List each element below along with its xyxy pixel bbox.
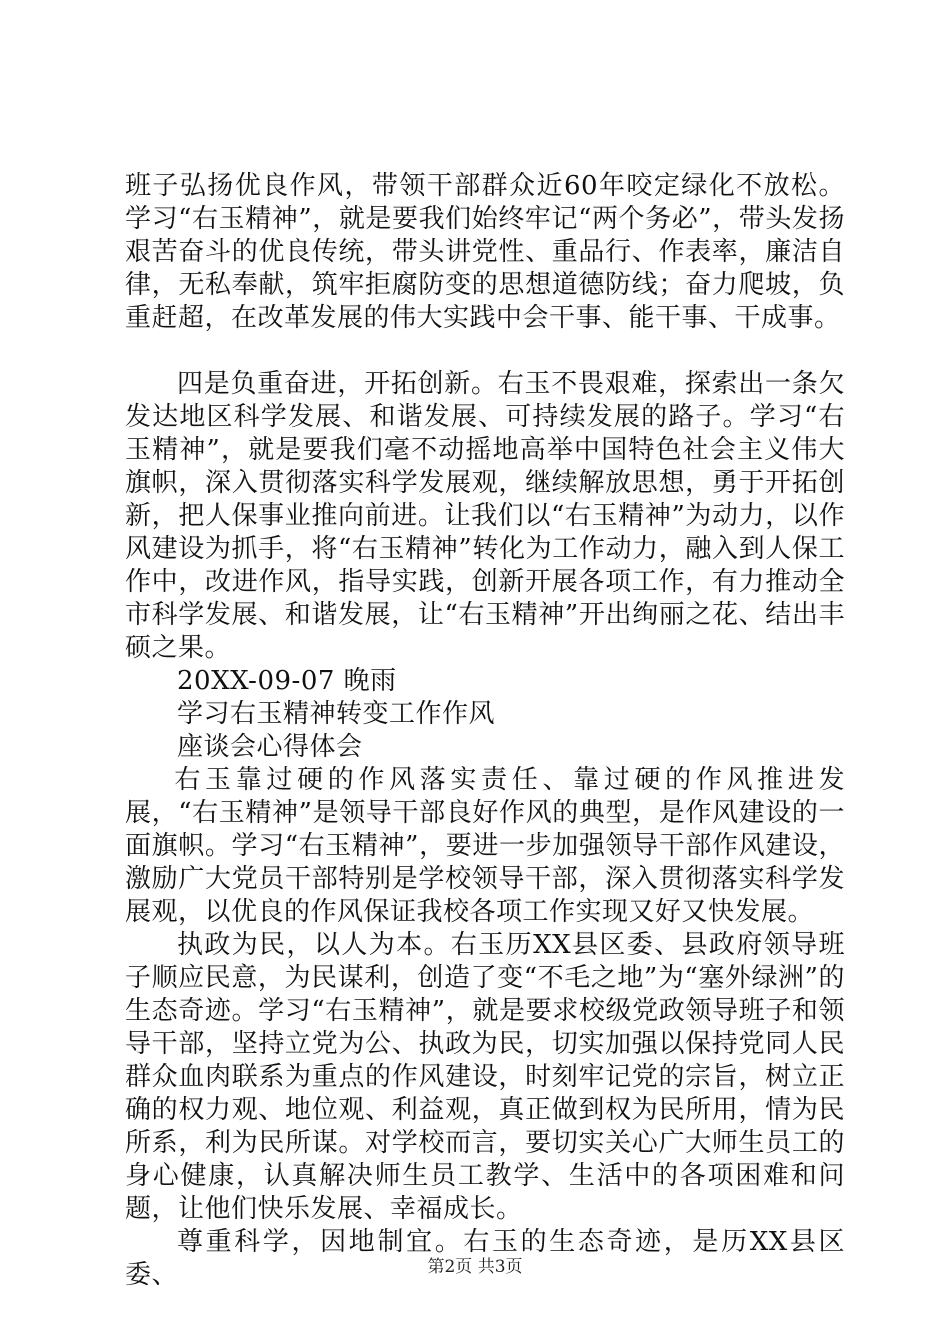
paragraph-continuation: 班子弘扬优良作风，带领干部群众近60年咬定绿化不放松。学习“右玉精神”，就是要我们始终牢记“两个务必”，带头发扬艰苦奋斗的优良传统，带头讲党性、重品行、作表率，廉洁自律，无私奉献，筑牢拒腐防变的思想道德防线；奋力爬坡，负重赶超，在改革发展的伟大实践中会干事、能干事、干成事。	[125, 171, 845, 333]
page-footer: 第2页 共3页	[427, 1257, 523, 1277]
date-line: 20XX-09-07 晚雨	[177, 666, 397, 696]
paragraph-intro: 右玉靠过硬的作风落实责任、靠过硬的作风推进发展，“右玉精神”是领导干部良好作风的典型，是作风建设的一面旗帜。学习“右玉精神”，要进一步加强领导干部作风建设，激励广大党员干部特别是学校领导干部，深入贯彻落实科学发展观，以优良的作风保证我校各项工作实现又好又快发展。	[125, 765, 845, 927]
paragraph-fourth-point: 四是负重奋进，开拓创新。右玉不畏艰难，探索出一条欠发达地区科学发展、和谐发展、可持续发展的路子。学习“右玉精神”，就是要我们毫不动摇地高举中国特色社会主义伟大旗帜，深入贯彻落实科学发展观，继续解放思想，勇于开拓创新，把人保事业推向前进。让我们以“右玉精神”为动力，以作风建设为抓手，将“右玉精神”转化为工作动力，融入到人保工作中，改进作风，指导实践，创新开展各项工作，有力推动全市科学发展、和谐发展，让“右玉精神”开出绚丽之花、结出丰硕之果。	[125, 369, 845, 663]
paragraph-governance: 执政为民，以人为本。右玉历XX县区委、县政府领导班子顺应民意，为民谋利，创造了变“不毛之地”为“塞外绿洲”的生态奇迹。学习“右玉精神”，就是要求校级党政领导班子和领导干部，坚持立党为公、执政为民，切实加强以保持党同人民群众血肉联系为重点的作风建设，时刻牢记党的宗旨，树立正确的权力观、地位观、利益观，真正做到权为民所用，情为民所系，利为民所谋。对学校而言，要切实关心广大师生员工的身心健康，认真解决师生员工教学、生活中的各项困难和问题，让他们快乐发展、幸福成长。	[125, 930, 845, 1224]
article-title: 学习右玉精神转变工作作风	[177, 699, 496, 729]
article-subtitle: 座谈会心得体会	[177, 732, 363, 762]
paragraph-science: 尊重科学，因地制宜。右玉的生态奇迹，是历XX县区委、	[125, 1227, 845, 1290]
document-body	[125, 170, 845, 1292]
